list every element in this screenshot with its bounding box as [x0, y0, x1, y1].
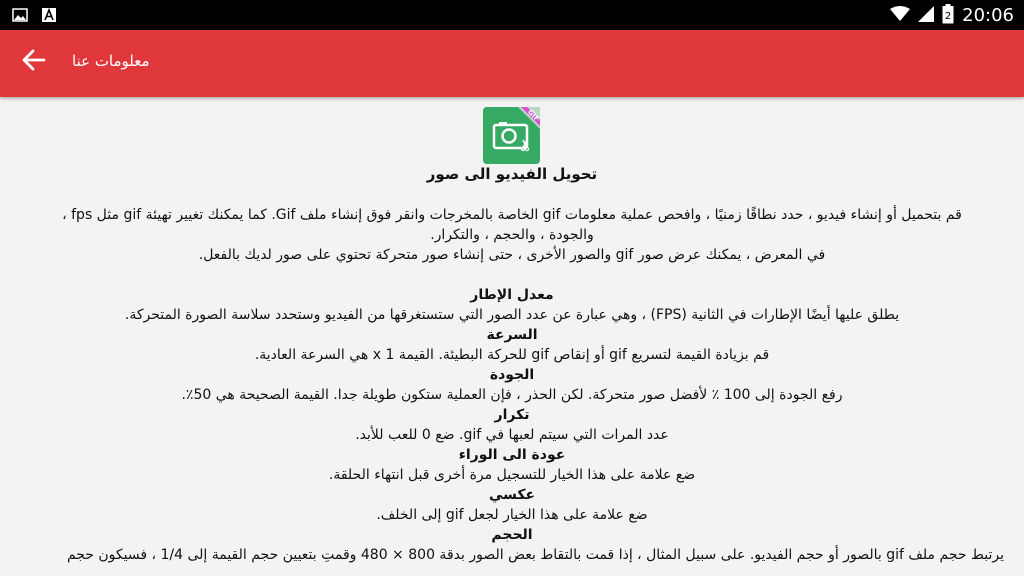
section-heading-reverse: عكسي	[488, 487, 536, 503]
section-text-quality: رفع الجودة إلى 100 ٪ لأفضل صور متحركة. لكن الحذر ، فإن العملية ستكون طويلة جدا. القيمة الصحيحة هي 50٪.	[181, 387, 843, 403]
back-arrow-icon[interactable]	[20, 46, 48, 74]
section-heading-repeat: تكرار	[494, 407, 530, 423]
section-heading-rewind: عودة الى الوراء	[458, 447, 566, 463]
clock: 20:06	[962, 5, 1014, 26]
svg-text:GIF: GIF	[525, 108, 540, 124]
section-heading-frame-rate: معدل الإطار	[470, 287, 554, 303]
about-content	[0, 97, 1024, 576]
svg-text:2: 2	[944, 11, 952, 22]
section-text-size: يرتبط حجم ملف gif بالصور أو حجم الفيديو. على سبيل المثال ، إذا قمت بالتقاط بعض الصور بدقة 800 × 480 وقمتِ بتعيين حجم القيمة إلى 1/4 ، فسيكون حجم	[66, 547, 1004, 563]
intro-line: في المعرض ، يمكنك عرض صور gif والصور الأخرى ، حتى إنشاء صور متحركة تحتوي على صور لديك بالفعل.	[198, 247, 826, 263]
intro-line: والجودة ، والحجم ، والتكرار.	[430, 227, 594, 243]
wifi-icon	[890, 6, 910, 26]
section-text-rewind: ضع علامة على هذا الخيار للتسجيل مرة أخرى قبل انتهاء الحلقة.	[328, 467, 696, 483]
battery-icon	[942, 4, 954, 28]
section-text-speed: قم بزيادة القيمة لتسريع gif أو إنقاص gif للحركة البطيئة. القيمة 1 x هي السرعة العادية.	[254, 347, 770, 363]
section-text-repeat: عدد المرات التي سيتم لعبها في gif. ضع 0 للعب للأبد.	[355, 427, 669, 443]
signal-icon	[918, 6, 934, 26]
status-bar	[0, 0, 1024, 30]
app-logo-icon	[483, 107, 540, 164]
font-notification-icon	[42, 7, 58, 21]
page-title: معلومات عنا	[72, 52, 150, 70]
section-heading-quality: الجودة	[489, 367, 535, 383]
intro-line: قم بتحميل أو إنشاء فيديو ، حدد نطاقًا زمنيًا ، وافحص عملية معلومات gif الخاصة بالمخرجات وانقر فوق إنشاء ملف Gif. كما يمكنك تغيير تهيئة gif مثل fps ،	[62, 207, 962, 223]
description	[20, 205, 1004, 565]
section-heading-speed: السرعة	[486, 327, 538, 343]
image-notification-icon	[12, 7, 28, 21]
app-name: تحويل الفيديو الى صور	[426, 165, 598, 183]
section-text-reverse: ضع علامة على هذا الخيار لجعل gif إلى الخلف.	[376, 507, 648, 523]
section-heading-size: الحجم	[491, 527, 533, 543]
section-text-frame-rate: يطلق عليها أيضًا الإطارات في الثانية (FPS) ، وهي عبارة عن عدد الصور التي ستستغرقها من الفيديو وستحدد سلاسة الصورة المتحركة.	[124, 307, 900, 323]
app-toolbar	[0, 30, 1024, 97]
